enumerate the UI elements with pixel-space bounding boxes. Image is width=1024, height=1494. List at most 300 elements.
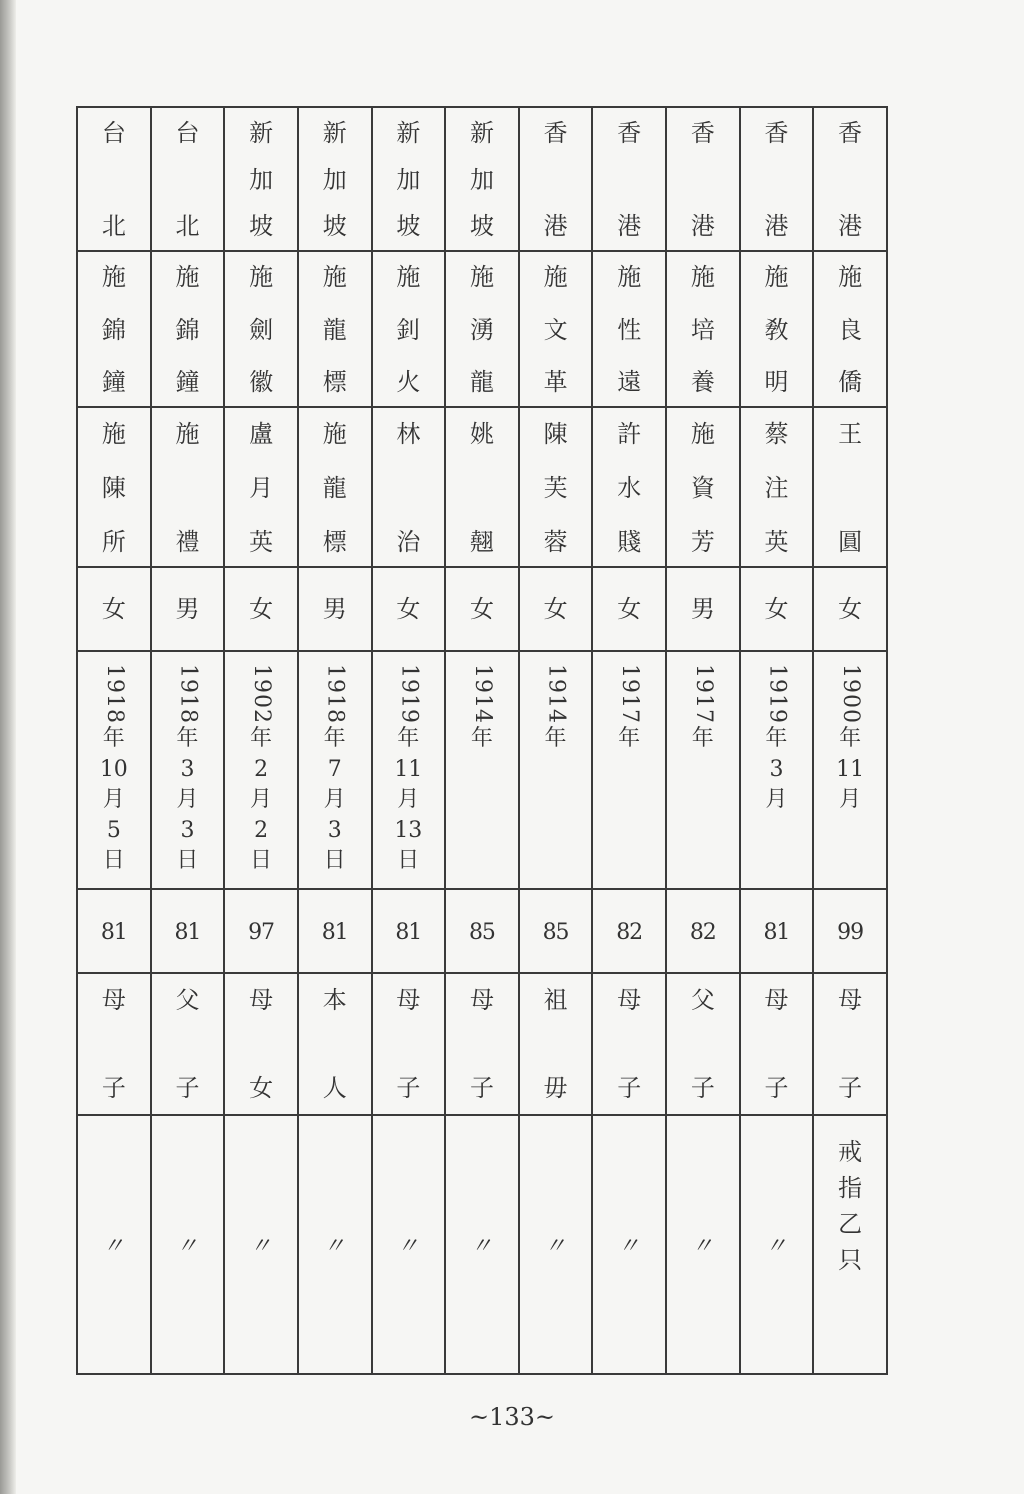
note-char: 戒 xyxy=(838,1138,863,1166)
birth-date-part: 年 xyxy=(765,726,788,751)
age-text: 81 xyxy=(763,920,790,945)
relation-stack xyxy=(593,974,665,1114)
age-text: 81 xyxy=(174,920,201,945)
location-stack xyxy=(667,108,739,250)
age-cell xyxy=(666,889,740,973)
birth-date-part: 年 xyxy=(691,726,714,751)
age-text: 81 xyxy=(100,920,127,945)
birth-date-stack xyxy=(667,652,739,888)
gender-text: 男 xyxy=(690,595,715,623)
name-char: 鐘 xyxy=(101,368,126,396)
ditto-mark: 〃 xyxy=(544,1234,568,1259)
birth-date-stack xyxy=(152,652,224,888)
name-char: 施 xyxy=(617,263,642,291)
relation-stack xyxy=(814,974,886,1114)
note-cell xyxy=(224,1115,298,1374)
birth-year: 1902 xyxy=(249,664,275,724)
age-text: 85 xyxy=(542,920,569,945)
birth-date-part: 日 xyxy=(102,848,125,873)
donor-cell xyxy=(740,407,814,567)
name-cell xyxy=(224,251,298,407)
name-char: 敎 xyxy=(764,315,789,344)
gender-text: 女 xyxy=(764,595,789,623)
birth-date-stack xyxy=(299,652,371,888)
birth-date-part: 10 xyxy=(99,757,128,782)
donor-char: 施 xyxy=(690,420,715,448)
location-cell xyxy=(298,107,372,251)
donor-cell xyxy=(666,407,740,567)
birth-date-cell xyxy=(813,651,887,889)
name-stack xyxy=(520,252,592,406)
birth-date-part: 月 xyxy=(102,787,125,812)
age-cell xyxy=(445,889,519,973)
donor-char: 英 xyxy=(249,528,274,556)
relation-char: 毋 xyxy=(543,1074,568,1102)
ditto-mark: 〃 xyxy=(617,1234,641,1259)
name-cell xyxy=(298,251,372,407)
gender-text: 女 xyxy=(249,595,274,623)
name-stack xyxy=(299,252,371,406)
birth-date-cell xyxy=(298,651,372,889)
relation-char: 子 xyxy=(764,1074,789,1102)
age-text: 82 xyxy=(689,920,716,945)
relation-char: 本 xyxy=(322,986,347,1014)
location-stack xyxy=(593,108,665,250)
table-row xyxy=(77,251,887,407)
donor-char: 水 xyxy=(617,474,642,502)
name-char: 釗 xyxy=(396,315,421,344)
relation-char: 母 xyxy=(469,986,494,1014)
relation-char: 子 xyxy=(838,1074,863,1102)
age-cell xyxy=(740,889,814,973)
birth-date-stack xyxy=(814,652,886,888)
name-char: 徽 xyxy=(249,368,274,396)
donor-cell xyxy=(298,407,372,567)
note-stack xyxy=(225,1116,297,1373)
donor-cell xyxy=(519,407,593,567)
name-char: 革 xyxy=(543,368,568,396)
name-char: 施 xyxy=(469,263,494,291)
name-cell xyxy=(77,251,151,407)
donor-char: 王 xyxy=(838,420,863,448)
gender-cell xyxy=(298,567,372,651)
donor-stack xyxy=(78,408,150,566)
relation-cell xyxy=(445,973,519,1115)
birth-date-part: 月 xyxy=(765,787,788,812)
name-stack xyxy=(667,252,739,406)
birth-date-stack xyxy=(741,652,813,888)
relation-stack xyxy=(78,974,150,1114)
donor-stack xyxy=(299,408,371,566)
birth-date-cell xyxy=(740,651,814,889)
donor-char: 芳 xyxy=(690,528,715,556)
birth-date-part: 月 xyxy=(176,787,199,812)
relation-char: 子 xyxy=(396,1074,421,1102)
birth-date-stack xyxy=(225,652,297,888)
donor-cell xyxy=(224,407,298,567)
relation-cell xyxy=(298,973,372,1115)
relation-char: 母 xyxy=(249,986,274,1014)
donor-char: 蓉 xyxy=(543,528,568,556)
ditto-mark: 〃 xyxy=(691,1234,715,1259)
location-cell xyxy=(592,107,666,251)
birth-date-part: 月 xyxy=(323,787,346,812)
note-cell xyxy=(519,1115,593,1374)
donor-cell xyxy=(372,407,446,567)
birth-year: 1918 xyxy=(175,664,201,724)
name-cell xyxy=(813,251,887,407)
table-row xyxy=(77,107,887,251)
location-char: 香 xyxy=(764,119,789,147)
table-row xyxy=(77,407,887,567)
birth-year: 1914 xyxy=(543,664,569,724)
ditto-mark: 〃 xyxy=(249,1234,273,1259)
relation-stack xyxy=(299,974,371,1114)
age-text: 99 xyxy=(837,920,864,945)
gender-text: 男 xyxy=(175,595,200,623)
relation-char: 子 xyxy=(101,1074,126,1102)
location-char: 新 xyxy=(322,119,347,147)
name-cell xyxy=(666,251,740,407)
location-char: 港 xyxy=(838,212,863,240)
location-stack xyxy=(741,108,813,250)
name-char: 施 xyxy=(322,263,347,291)
ditto-mark: 〃 xyxy=(102,1234,126,1259)
name-char: 施 xyxy=(690,263,715,291)
relation-cell xyxy=(740,973,814,1115)
birth-date-stack xyxy=(78,652,150,888)
donor-char: 施 xyxy=(175,420,200,448)
name-char: 施 xyxy=(175,263,200,291)
birth-date-cell xyxy=(224,651,298,889)
age-cell xyxy=(813,889,887,973)
location-char: 加 xyxy=(396,165,421,194)
location-cell xyxy=(813,107,887,251)
location-char: 坡 xyxy=(469,212,494,240)
relation-stack xyxy=(741,974,813,1114)
relation-char: 母 xyxy=(838,986,863,1014)
name-char: 錦 xyxy=(175,315,200,344)
name-cell xyxy=(372,251,446,407)
birth-date-part: 日 xyxy=(323,848,346,873)
location-char: 加 xyxy=(469,165,494,194)
name-char: 明 xyxy=(764,368,789,396)
donor-stack xyxy=(741,408,813,566)
birth-year: 1919 xyxy=(764,664,790,724)
donor-char: 龍 xyxy=(322,474,347,502)
donor-stack xyxy=(593,408,665,566)
location-stack xyxy=(446,108,518,250)
name-char: 養 xyxy=(690,368,715,396)
location-cell xyxy=(372,107,446,251)
ditto-mark: 〃 xyxy=(175,1234,199,1259)
gender-cell xyxy=(592,567,666,651)
location-char: 北 xyxy=(101,212,126,240)
birth-date-cell xyxy=(666,651,740,889)
ditto-mark: 〃 xyxy=(764,1234,788,1259)
gender-text: 男 xyxy=(322,595,347,623)
relation-char: 父 xyxy=(175,986,200,1014)
name-char: 施 xyxy=(249,263,274,291)
birth-date-part: 7 xyxy=(327,757,342,782)
name-cell xyxy=(740,251,814,407)
name-stack xyxy=(225,252,297,406)
age-cell xyxy=(592,889,666,973)
relation-stack xyxy=(152,974,224,1114)
name-char: 劍 xyxy=(249,315,274,344)
name-stack xyxy=(593,252,665,406)
name-char: 鐘 xyxy=(175,368,200,396)
name-stack xyxy=(373,252,445,406)
name-char: 培 xyxy=(690,315,715,344)
note-stack xyxy=(520,1116,592,1373)
relation-stack xyxy=(373,974,445,1114)
donor-char: 姚 xyxy=(469,420,494,448)
relation-cell xyxy=(592,973,666,1115)
age-text: 81 xyxy=(321,920,348,945)
birth-date-part: 月 xyxy=(250,787,273,812)
donor-char: 圓 xyxy=(838,528,863,556)
birth-date-cell xyxy=(592,651,666,889)
relation-cell xyxy=(372,973,446,1115)
age-text: 81 xyxy=(395,920,422,945)
book-binding-shadow xyxy=(0,0,16,1494)
donor-char: 注 xyxy=(764,474,789,502)
relation-char: 子 xyxy=(690,1074,715,1102)
name-stack xyxy=(446,252,518,406)
location-cell xyxy=(445,107,519,251)
birth-date-part: 日 xyxy=(397,848,420,873)
donor-char: 林 xyxy=(396,420,421,448)
relation-cell xyxy=(813,973,887,1115)
birth-date-stack xyxy=(520,652,592,888)
location-char: 香 xyxy=(838,119,863,147)
birth-date-part: 日 xyxy=(176,848,199,873)
birth-year: 1918 xyxy=(322,664,348,724)
note-cell xyxy=(666,1115,740,1374)
name-char: 文 xyxy=(543,315,568,344)
location-char: 北 xyxy=(175,212,200,240)
location-char: 港 xyxy=(543,212,568,240)
donor-stack xyxy=(520,408,592,566)
donor-char: 許 xyxy=(617,420,642,448)
note-stack xyxy=(373,1116,445,1373)
name-cell xyxy=(519,251,593,407)
age-cell xyxy=(77,889,151,973)
donor-char: 芙 xyxy=(543,474,568,502)
donor-char: 盧 xyxy=(249,420,274,448)
birth-date-stack xyxy=(373,652,445,888)
location-cell xyxy=(224,107,298,251)
birth-date-cell xyxy=(445,651,519,889)
location-char: 港 xyxy=(617,212,642,240)
location-stack xyxy=(814,108,886,250)
birth-date-part: 年 xyxy=(618,726,641,751)
note-cell xyxy=(372,1115,446,1374)
location-char: 港 xyxy=(690,212,715,240)
birth-date-part: 13 xyxy=(394,818,423,843)
note-stack xyxy=(814,1116,886,1373)
relation-char: 母 xyxy=(764,986,789,1014)
location-cell xyxy=(151,107,225,251)
donor-char: 英 xyxy=(764,528,789,556)
location-char: 香 xyxy=(690,119,715,147)
relation-char: 子 xyxy=(617,1074,642,1102)
note-stack xyxy=(152,1116,224,1373)
donor-stack xyxy=(667,408,739,566)
note-cell xyxy=(813,1115,887,1374)
location-stack xyxy=(299,108,371,250)
donor-cell xyxy=(77,407,151,567)
relation-char: 父 xyxy=(690,986,715,1014)
birth-date-part: 年 xyxy=(102,726,125,751)
donor-stack xyxy=(152,408,224,566)
birth-date-part: 年 xyxy=(176,726,199,751)
note-cell xyxy=(592,1115,666,1374)
relation-cell xyxy=(77,973,151,1115)
note-cell xyxy=(77,1115,151,1374)
name-char: 火 xyxy=(396,368,421,396)
donor-char: 治 xyxy=(396,528,421,556)
location-stack xyxy=(373,108,445,250)
table-row xyxy=(77,651,887,889)
page-number: ~133~ xyxy=(468,1403,556,1431)
birth-year: 1917 xyxy=(690,664,716,724)
location-char: 新 xyxy=(469,119,494,147)
gender-cell xyxy=(740,567,814,651)
name-stack xyxy=(741,252,813,406)
location-char: 加 xyxy=(249,165,274,194)
location-char: 坡 xyxy=(396,212,421,240)
name-char: 施 xyxy=(764,263,789,291)
name-char: 施 xyxy=(543,263,568,291)
name-char: 性 xyxy=(617,315,642,344)
gender-cell xyxy=(151,567,225,651)
relation-char: 女 xyxy=(249,1074,274,1102)
location-cell xyxy=(519,107,593,251)
gender-cell xyxy=(372,567,446,651)
gender-text: 女 xyxy=(469,595,494,623)
donor-char: 月 xyxy=(249,474,274,502)
name-char: 標 xyxy=(322,368,347,396)
note-stack xyxy=(78,1116,150,1373)
note-stack xyxy=(446,1116,518,1373)
name-stack xyxy=(814,252,886,406)
name-char: 施 xyxy=(838,263,863,291)
relation-stack xyxy=(225,974,297,1114)
name-char: 龍 xyxy=(322,315,347,344)
location-char: 香 xyxy=(617,119,642,147)
table-row xyxy=(77,889,887,973)
birth-date-part: 3 xyxy=(180,757,195,782)
age-cell xyxy=(372,889,446,973)
birth-date-cell xyxy=(519,651,593,889)
gender-cell xyxy=(445,567,519,651)
relation-stack xyxy=(520,974,592,1114)
location-char: 新 xyxy=(249,119,274,147)
location-char: 坡 xyxy=(322,212,347,240)
relation-char: 人 xyxy=(322,1074,347,1102)
name-char: 龍 xyxy=(469,368,494,396)
donor-char: 禮 xyxy=(175,528,200,556)
note-char: 只 xyxy=(838,1246,863,1274)
age-text: 97 xyxy=(248,920,275,945)
relation-cell xyxy=(666,973,740,1115)
birth-year: 1917 xyxy=(617,664,643,724)
relation-cell xyxy=(519,973,593,1115)
age-cell xyxy=(151,889,225,973)
birth-date-part: 年 xyxy=(470,726,493,751)
birth-date-part: 年 xyxy=(250,726,273,751)
birth-date-part: 11 xyxy=(394,757,423,782)
donor-register-table xyxy=(76,106,888,1375)
location-cell xyxy=(77,107,151,251)
relation-cell xyxy=(151,973,225,1115)
birth-date-cell xyxy=(151,651,225,889)
birth-date-part: 年 xyxy=(839,726,862,751)
gender-text: 女 xyxy=(396,595,421,623)
donor-char: 賤 xyxy=(617,528,642,556)
location-cell xyxy=(740,107,814,251)
donor-char: 所 xyxy=(101,528,126,556)
birth-date-stack xyxy=(446,652,518,888)
donor-stack xyxy=(446,408,518,566)
gender-cell xyxy=(666,567,740,651)
donor-char: 陳 xyxy=(101,474,126,502)
donor-stack xyxy=(814,408,886,566)
gender-cell xyxy=(813,567,887,651)
relation-char: 子 xyxy=(175,1074,200,1102)
donor-cell xyxy=(445,407,519,567)
birth-date-part: 2 xyxy=(254,757,269,782)
name-char: 遠 xyxy=(617,368,642,396)
location-char: 加 xyxy=(322,165,347,194)
donor-char: 資 xyxy=(690,474,715,502)
location-cell xyxy=(666,107,740,251)
gender-text: 女 xyxy=(101,595,126,623)
relation-char: 祖 xyxy=(543,986,568,1014)
name-cell xyxy=(445,251,519,407)
location-char: 台 xyxy=(175,119,200,147)
donor-char: 標 xyxy=(322,528,347,556)
birth-date-part: 年 xyxy=(397,726,420,751)
birth-date-part: 3 xyxy=(327,818,342,843)
birth-year: 1919 xyxy=(396,664,422,724)
relation-stack xyxy=(667,974,739,1114)
location-char: 新 xyxy=(396,119,421,147)
location-char: 香 xyxy=(543,119,568,147)
location-char: 坡 xyxy=(249,212,274,240)
birth-date-stack xyxy=(593,652,665,888)
relation-cell xyxy=(224,973,298,1115)
donor-char: 陳 xyxy=(543,420,568,448)
donor-char: 施 xyxy=(322,420,347,448)
name-char: 僑 xyxy=(838,368,863,396)
relation-char: 母 xyxy=(617,986,642,1014)
donor-stack xyxy=(373,408,445,566)
table-row xyxy=(77,567,887,651)
location-stack xyxy=(225,108,297,250)
note-cell xyxy=(740,1115,814,1374)
note-stack xyxy=(299,1116,371,1373)
note-stack xyxy=(593,1116,665,1373)
name-cell xyxy=(151,251,225,407)
name-stack xyxy=(152,252,224,406)
birth-date-part: 日 xyxy=(250,848,273,873)
birth-date-cell xyxy=(77,651,151,889)
donor-char: 施 xyxy=(101,420,126,448)
location-stack xyxy=(152,108,224,250)
